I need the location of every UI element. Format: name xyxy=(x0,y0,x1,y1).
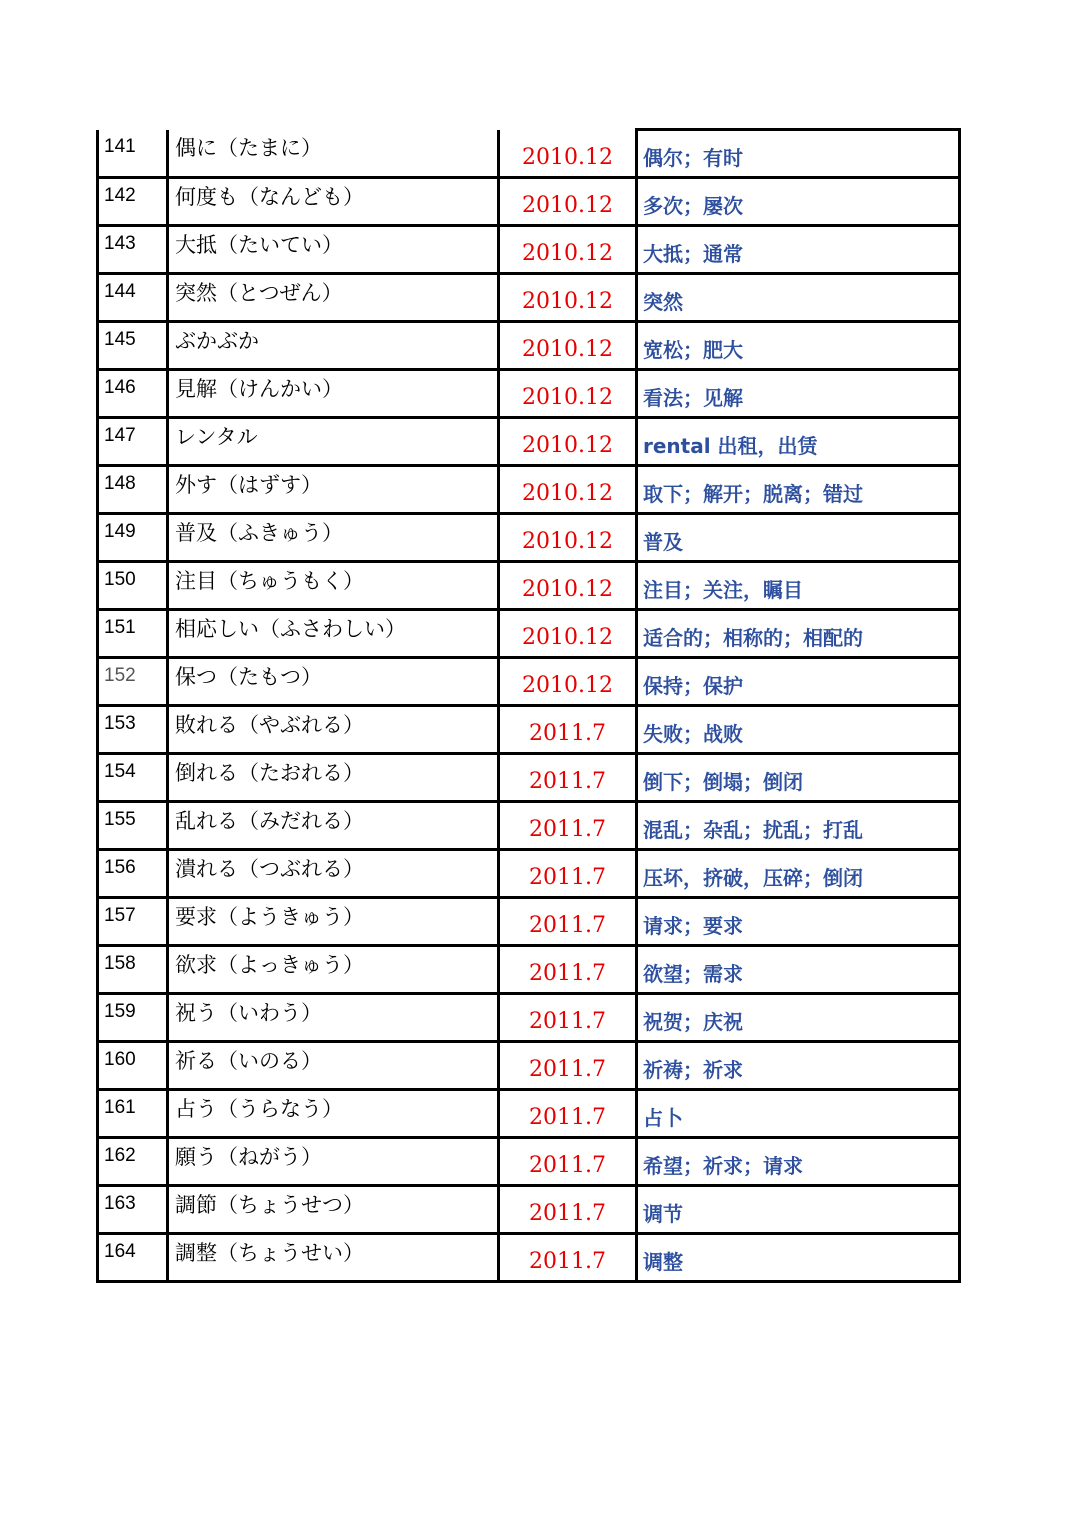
table-row xyxy=(98,946,960,994)
japanese-word: 要求（ようきゅう） xyxy=(175,905,364,929)
row-number-cell xyxy=(98,802,168,850)
meaning-cell xyxy=(637,706,960,754)
table-row xyxy=(98,1138,960,1186)
table-row xyxy=(98,1186,960,1234)
chinese-meaning: 请求；要求 xyxy=(643,914,743,938)
date-cell xyxy=(499,322,637,370)
exam-date: 2010.12 xyxy=(522,289,613,314)
chinese-meaning: 保持；保护 xyxy=(643,674,743,698)
row-number-cell xyxy=(98,418,168,466)
row-number: 150 xyxy=(104,569,136,590)
exam-date: 2010.12 xyxy=(522,145,613,170)
chinese-meaning: 偶尔；有时 xyxy=(643,146,743,170)
word-cell xyxy=(168,322,499,370)
meaning-cell xyxy=(637,274,960,322)
japanese-word: 調節（ちょうせつ） xyxy=(175,1193,364,1217)
table-row xyxy=(98,754,960,802)
date-cell xyxy=(499,754,637,802)
japanese-word: 祈る（いのる） xyxy=(175,1049,322,1073)
row-number-cell xyxy=(98,1138,168,1186)
row-number-cell xyxy=(98,370,168,418)
exam-date: 2011.7 xyxy=(529,961,606,986)
exam-date: 2011.7 xyxy=(529,865,606,890)
japanese-word: 敗れる（やぶれる） xyxy=(175,713,364,737)
row-number: 149 xyxy=(104,521,136,542)
row-number: 159 xyxy=(104,1001,136,1022)
row-number: 164 xyxy=(104,1241,136,1262)
table-row xyxy=(98,610,960,658)
meaning-cell xyxy=(637,994,960,1042)
date-cell xyxy=(499,898,637,946)
word-cell xyxy=(168,754,499,802)
chinese-meaning: 普及 xyxy=(643,530,683,554)
meaning-cell xyxy=(637,946,960,994)
row-number: 148 xyxy=(104,473,136,494)
row-number: 142 xyxy=(104,185,136,206)
date-cell xyxy=(499,562,637,610)
row-number: 160 xyxy=(104,1049,136,1070)
japanese-word: 注目（ちゅうもく） xyxy=(175,569,364,593)
meaning-cell xyxy=(637,1090,960,1138)
date-cell xyxy=(499,178,637,226)
row-number-cell xyxy=(98,322,168,370)
row-number-cell xyxy=(98,466,168,514)
row-number: 143 xyxy=(104,233,136,254)
exam-date: 2010.12 xyxy=(522,385,613,410)
chinese-meaning: 压坏，挤破，压碎；倒闭 xyxy=(643,866,863,890)
word-cell xyxy=(168,370,499,418)
table-row xyxy=(98,850,960,898)
table-row xyxy=(98,1090,960,1138)
row-number: 161 xyxy=(104,1097,136,1118)
row-number-cell xyxy=(98,658,168,706)
date-cell xyxy=(499,370,637,418)
exam-date: 2010.12 xyxy=(522,241,613,266)
row-number: 155 xyxy=(104,809,136,830)
word-cell xyxy=(168,850,499,898)
exam-date: 2011.7 xyxy=(529,1201,606,1226)
chinese-meaning: 占卜 xyxy=(643,1106,683,1130)
row-number-cell xyxy=(98,1234,168,1282)
row-number-cell xyxy=(98,850,168,898)
meaning-cell xyxy=(637,610,960,658)
chinese-meaning: 注目；关注，瞩目 xyxy=(643,578,803,602)
vocabulary-table xyxy=(96,128,961,1283)
row-number-cell xyxy=(98,178,168,226)
date-cell xyxy=(499,1090,637,1138)
table-row xyxy=(98,802,960,850)
word-cell xyxy=(168,178,499,226)
japanese-word: 何度も（なんども） xyxy=(175,185,364,209)
table-row xyxy=(98,1042,960,1090)
japanese-word: 占う（うらなう） xyxy=(175,1097,343,1121)
meaning-cell xyxy=(637,130,960,178)
chinese-meaning: 失败；战败 xyxy=(643,722,743,746)
exam-date: 2011.7 xyxy=(529,1009,606,1034)
exam-date: 2010.12 xyxy=(522,529,613,554)
chinese-meaning: 突然 xyxy=(643,290,683,314)
meaning-cell xyxy=(637,226,960,274)
row-number: 157 xyxy=(104,905,136,926)
japanese-word: 欲求（よっきゅう） xyxy=(175,953,364,977)
chinese-meaning: 看法；见解 xyxy=(643,386,743,410)
meaning-cell xyxy=(637,802,960,850)
japanese-word: 調整（ちょうせい） xyxy=(175,1241,364,1265)
word-cell xyxy=(168,418,499,466)
meaning-cell xyxy=(637,850,960,898)
row-number-cell xyxy=(98,754,168,802)
japanese-word: 外す（はずす） xyxy=(175,473,322,497)
row-number: 144 xyxy=(104,281,136,302)
table-row xyxy=(98,370,960,418)
table-row xyxy=(98,514,960,562)
row-number-cell xyxy=(98,274,168,322)
date-cell xyxy=(499,1042,637,1090)
japanese-word: 見解（けんかい） xyxy=(175,377,343,401)
meaning-cell xyxy=(637,418,960,466)
date-cell xyxy=(499,274,637,322)
chinese-meaning: 宽松；肥大 xyxy=(643,338,743,362)
chinese-meaning: 大抵；通常 xyxy=(643,242,743,266)
row-number-cell xyxy=(98,1042,168,1090)
japanese-word: 普及（ふきゅう） xyxy=(175,521,343,545)
table-row xyxy=(98,994,960,1042)
chinese-meaning: 倒下；倒塌；倒闭 xyxy=(643,770,803,794)
japanese-word: ぶかぶか xyxy=(175,329,259,353)
table-row xyxy=(98,418,960,466)
exam-date: 2010.12 xyxy=(522,625,613,650)
date-cell xyxy=(499,466,637,514)
date-cell xyxy=(499,610,637,658)
date-cell xyxy=(499,130,637,178)
date-cell xyxy=(499,1186,637,1234)
word-cell xyxy=(168,130,499,178)
table-row xyxy=(98,130,960,178)
word-cell xyxy=(168,802,499,850)
exam-date: 2011.7 xyxy=(529,769,606,794)
table-row xyxy=(98,658,960,706)
date-cell xyxy=(499,1138,637,1186)
exam-date: 2011.7 xyxy=(529,817,606,842)
meaning-cell xyxy=(637,658,960,706)
exam-date: 2011.7 xyxy=(529,721,606,746)
word-cell xyxy=(168,1234,499,1282)
chinese-meaning: 希望；祈求；请求 xyxy=(643,1154,803,1178)
japanese-word: 願う（ねがう） xyxy=(175,1145,322,1169)
chinese-meaning: 混乱；杂乱；扰乱；打乱 xyxy=(643,818,863,842)
exam-date: 2011.7 xyxy=(529,913,606,938)
exam-date: 2011.7 xyxy=(529,1105,606,1130)
row-number: 145 xyxy=(104,329,136,350)
exam-date: 2010.12 xyxy=(522,433,613,458)
chinese-meaning: 欲望；需求 xyxy=(643,962,743,986)
row-number: 151 xyxy=(104,617,136,638)
meaning-cell xyxy=(637,178,960,226)
table-row xyxy=(98,178,960,226)
row-number-cell xyxy=(98,562,168,610)
exam-date: 2011.7 xyxy=(529,1153,606,1178)
table-row xyxy=(98,226,960,274)
chinese-meaning: rental 出租，出赁 xyxy=(643,434,818,458)
meaning-cell xyxy=(637,1234,960,1282)
meaning-cell xyxy=(637,1186,960,1234)
row-number: 153 xyxy=(104,713,136,734)
date-cell xyxy=(499,1234,637,1282)
meaning-cell xyxy=(637,898,960,946)
row-number: 162 xyxy=(104,1145,136,1166)
word-cell xyxy=(168,514,499,562)
meaning-cell xyxy=(637,1138,960,1186)
meaning-cell xyxy=(637,1042,960,1090)
japanese-word: 偶に（たまに） xyxy=(175,135,322,160)
exam-date: 2011.7 xyxy=(529,1249,606,1274)
chinese-meaning: 调整 xyxy=(643,1250,683,1274)
chinese-meaning: 取下；解开；脱离；错过 xyxy=(643,482,863,506)
row-number-cell xyxy=(98,994,168,1042)
word-cell xyxy=(168,1042,499,1090)
chinese-meaning: 祈祷；祈求 xyxy=(643,1058,743,1082)
date-cell xyxy=(499,706,637,754)
row-number: 146 xyxy=(104,377,136,398)
exam-date: 2010.12 xyxy=(522,337,613,362)
date-cell xyxy=(499,994,637,1042)
word-cell xyxy=(168,562,499,610)
japanese-word: 潰れる（つぶれる） xyxy=(175,857,364,881)
row-number: 154 xyxy=(104,761,136,782)
japanese-word: 相応しい（ふさわしい） xyxy=(175,617,406,641)
date-cell xyxy=(499,658,637,706)
date-cell xyxy=(499,514,637,562)
row-number: 147 xyxy=(104,425,136,446)
japanese-word: 保つ（たもつ） xyxy=(175,665,322,689)
date-cell xyxy=(499,226,637,274)
row-number: 152 xyxy=(104,665,136,686)
vocabulary-table-body xyxy=(98,130,960,1282)
meaning-cell xyxy=(637,514,960,562)
word-cell xyxy=(168,898,499,946)
row-number-cell xyxy=(98,706,168,754)
table-row xyxy=(98,1234,960,1282)
japanese-word: 突然（とつぜん） xyxy=(175,281,343,305)
meaning-cell xyxy=(637,322,960,370)
word-cell xyxy=(168,1186,499,1234)
japanese-word: 祝う（いわう） xyxy=(175,1001,322,1025)
row-number-cell xyxy=(98,1186,168,1234)
meaning-cell xyxy=(637,754,960,802)
japanese-word: 大抵（たいてい） xyxy=(175,233,343,257)
chinese-meaning: 多次；屡次 xyxy=(643,194,743,218)
meaning-cell xyxy=(637,562,960,610)
exam-date: 2010.12 xyxy=(522,481,613,506)
japanese-word: レンタル xyxy=(175,425,258,449)
exam-date: 2010.12 xyxy=(522,673,613,698)
word-cell xyxy=(168,706,499,754)
row-number-cell xyxy=(98,1090,168,1138)
word-cell xyxy=(168,1090,499,1138)
exam-date: 2010.12 xyxy=(522,193,613,218)
word-cell xyxy=(168,658,499,706)
word-cell xyxy=(168,274,499,322)
japanese-word: 乱れる（みだれる） xyxy=(175,809,364,833)
row-number: 141 xyxy=(104,135,136,157)
row-number: 158 xyxy=(104,953,136,974)
row-number-cell xyxy=(98,610,168,658)
word-cell xyxy=(168,610,499,658)
word-cell xyxy=(168,994,499,1042)
table-row xyxy=(98,898,960,946)
table-row xyxy=(98,562,960,610)
chinese-meaning: 调节 xyxy=(643,1202,683,1226)
word-cell xyxy=(168,946,499,994)
row-number-cell xyxy=(98,946,168,994)
meaning-cell xyxy=(637,466,960,514)
table-row xyxy=(98,322,960,370)
meaning-cell xyxy=(637,370,960,418)
word-cell xyxy=(168,1138,499,1186)
word-cell xyxy=(168,226,499,274)
date-cell xyxy=(499,418,637,466)
exam-date: 2011.7 xyxy=(529,1057,606,1082)
table-row xyxy=(98,466,960,514)
exam-date: 2010.12 xyxy=(522,577,613,602)
date-cell xyxy=(499,946,637,994)
table-row xyxy=(98,706,960,754)
date-cell xyxy=(499,802,637,850)
chinese-meaning: 祝贺；庆祝 xyxy=(643,1010,743,1034)
japanese-word: 倒れる（たおれる） xyxy=(175,761,364,785)
row-number-cell xyxy=(98,514,168,562)
word-cell xyxy=(168,466,499,514)
table-row xyxy=(98,274,960,322)
row-number-cell xyxy=(98,226,168,274)
row-number: 156 xyxy=(104,857,136,878)
chinese-meaning: 适合的；相称的；相配的 xyxy=(643,626,863,650)
date-cell xyxy=(499,850,637,898)
row-number: 163 xyxy=(104,1193,136,1214)
row-number-cell xyxy=(98,898,168,946)
row-number-cell xyxy=(98,130,168,178)
